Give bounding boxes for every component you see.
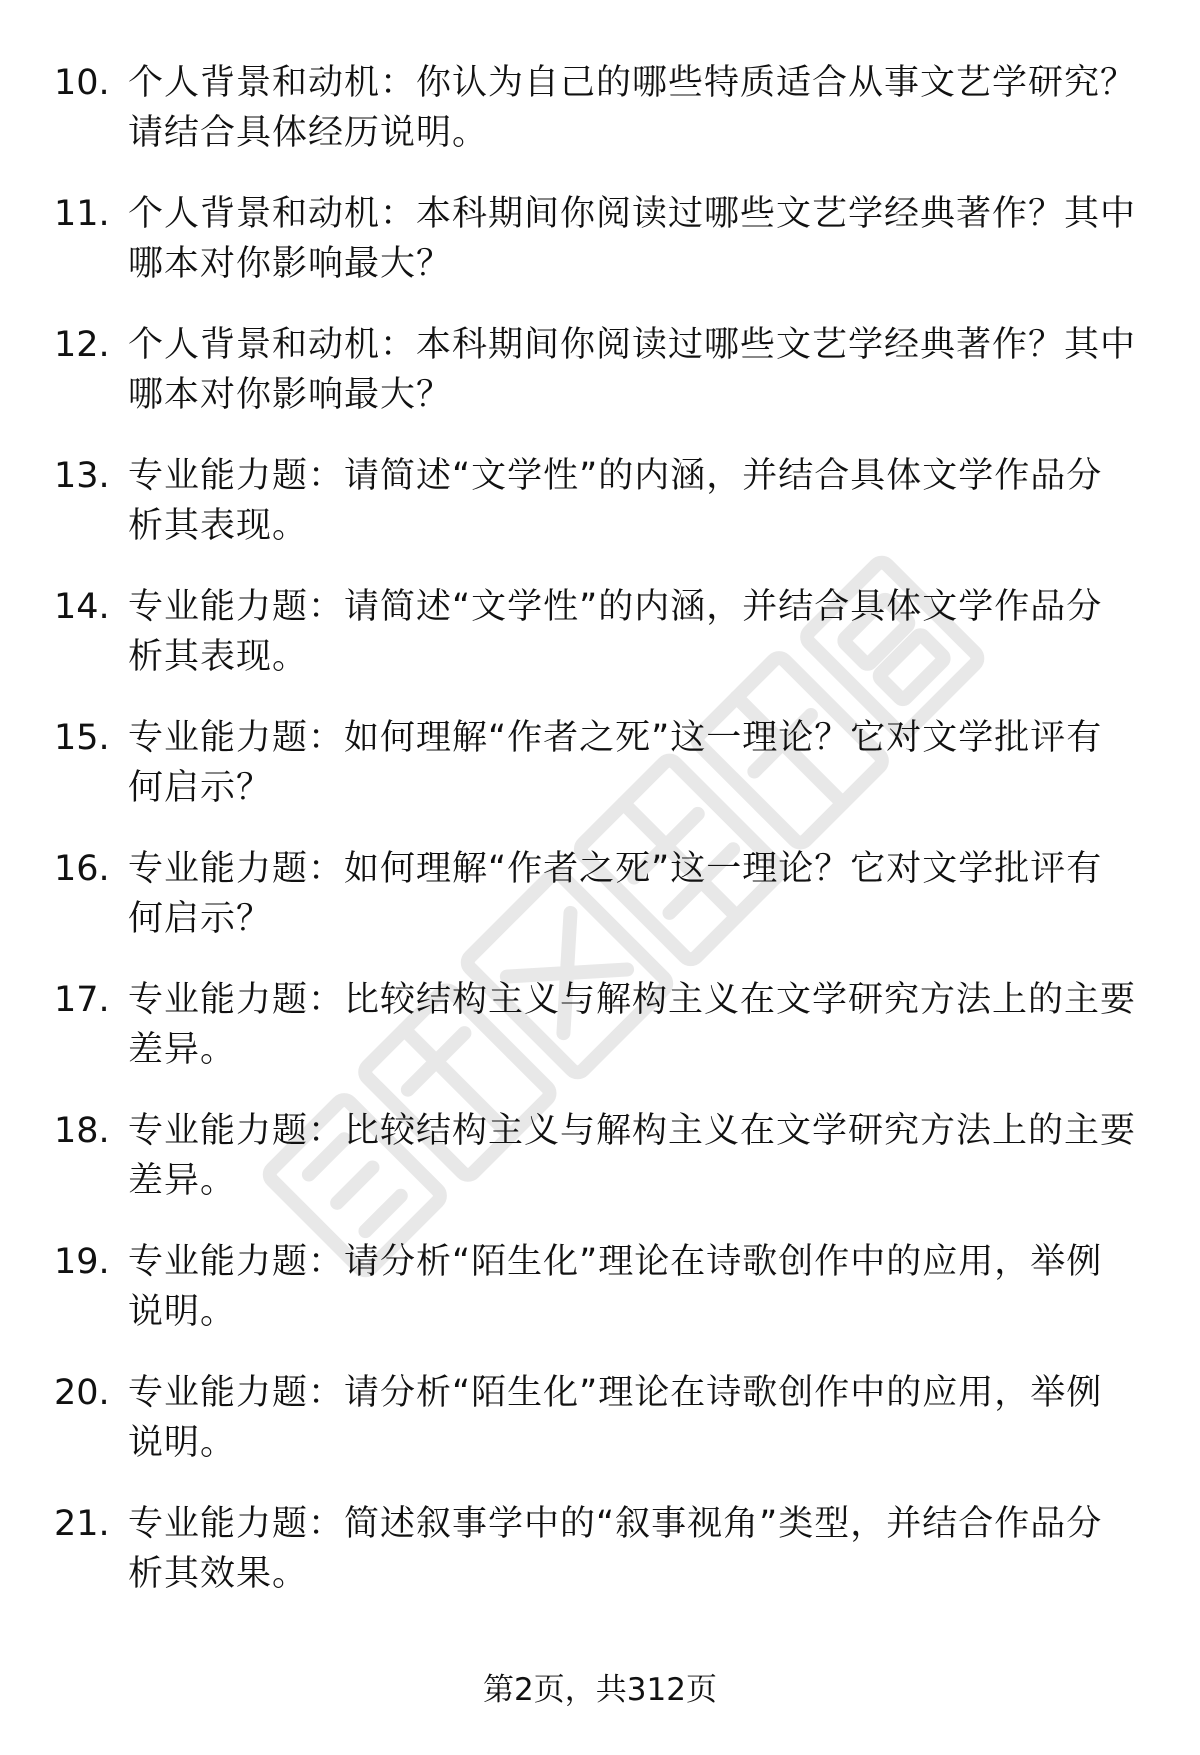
question-text: 专业能力题：请分析“陌生化”理论在诗歌创作中的应用，举例说明。 bbox=[128, 1242, 1103, 1332]
question-number: 19. bbox=[54, 1242, 110, 1282]
question-number: 18. bbox=[54, 1111, 110, 1151]
question-text: 个人背景和动机：本科期间你阅读过哪些文艺学经典著作？其中哪本对你影响最大？ bbox=[128, 325, 1137, 415]
page-number-footer: 第2页，共312页 bbox=[483, 1672, 717, 1708]
list-item bbox=[54, 1106, 1144, 1237]
list-item bbox=[54, 58, 1144, 189]
question-number: 11. bbox=[54, 194, 110, 234]
list-item bbox=[54, 1368, 1144, 1499]
list-item bbox=[54, 844, 1144, 975]
list-item bbox=[54, 451, 1144, 582]
list-item bbox=[54, 189, 1144, 320]
list-item bbox=[54, 713, 1144, 844]
question-text: 专业能力题：请简述“文学性”的内涵，并结合具体文学作品分析其表现。 bbox=[128, 456, 1103, 546]
list-item bbox=[54, 1237, 1144, 1368]
question-text: 专业能力题：比较结构主义与解构主义在文学研究方法上的主要差异。 bbox=[128, 980, 1137, 1070]
question-text: 专业能力题：请分析“陌生化”理论在诗歌创作中的应用，举例说明。 bbox=[128, 1373, 1103, 1463]
list-item bbox=[54, 975, 1144, 1106]
question-text: 专业能力题：如何理解“作者之死”这一理论？它对文学批评有何启示？ bbox=[128, 718, 1103, 808]
question-number: 15. bbox=[54, 718, 110, 758]
question-list bbox=[54, 58, 1144, 1630]
question-text: 个人背景和动机：你认为自己的哪些特质适合从事文艺学研究？请结合具体经历说明。 bbox=[128, 63, 1137, 153]
question-number: 17. bbox=[54, 980, 110, 1020]
question-number: 16. bbox=[54, 849, 110, 889]
question-text: 专业能力题：如何理解“作者之死”这一理论？它对文学批评有何启示？ bbox=[128, 849, 1103, 939]
question-number: 20. bbox=[54, 1373, 110, 1413]
question-number: 12. bbox=[54, 325, 110, 365]
question-number: 21. bbox=[54, 1504, 110, 1544]
question-text: 专业能力题：比较结构主义与解构主义在文学研究方法上的主要差异。 bbox=[128, 1111, 1137, 1201]
question-number: 13. bbox=[54, 456, 110, 496]
list-item bbox=[54, 1499, 1144, 1630]
question-text: 专业能力题：简述叙事学中的“叙事视角”类型，并结合作品分析其效果。 bbox=[128, 1504, 1103, 1594]
question-number: 10. bbox=[54, 63, 110, 103]
question-number: 14. bbox=[54, 587, 110, 627]
question-text: 个人背景和动机：本科期间你阅读过哪些文艺学经典著作？其中哪本对你影响最大？ bbox=[128, 194, 1137, 284]
list-item bbox=[54, 582, 1144, 713]
list-item bbox=[54, 320, 1144, 451]
question-text: 专业能力题：请简述“文学性”的内涵，并结合具体文学作品分析其表现。 bbox=[128, 587, 1103, 677]
